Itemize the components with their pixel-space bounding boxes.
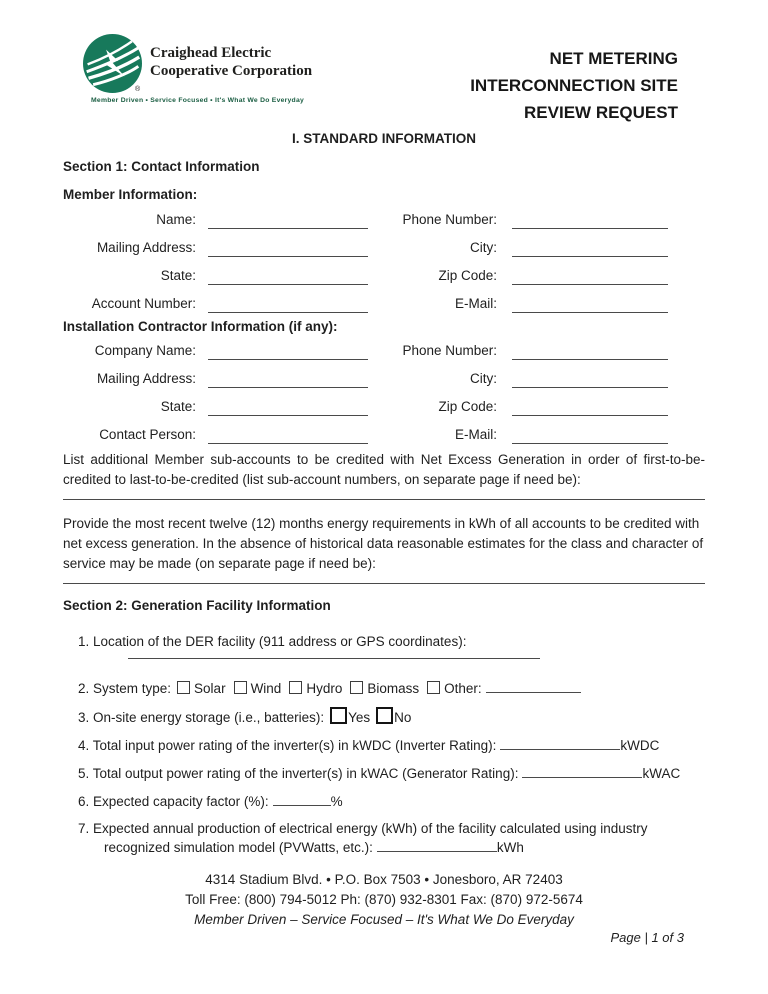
question-system-type [63,679,705,698]
energy-storage-label: 3. On-site energy storage (i.e., batteries): [78,710,325,725]
contractor-state-label: State: [160,399,196,414]
capacity-factor-input[interactable] [273,792,331,806]
generator-rating-label: 5. Total output power rating of the inverter(s) in kWAC (Generator Rating): [78,766,519,781]
footer-address: 4314 Stadium Blvd. • P.O. Box 7503 • Jonesboro, AR 72403 [205,872,563,887]
member-mailing-address-input[interactable] [208,239,368,257]
contractor-company-input[interactable] [208,342,368,360]
standard-information-heading: I. STANDARD INFORMATION [292,131,476,146]
option-biomass-label: Biomass [367,681,420,696]
annual-production-unit: kWh [496,840,524,855]
member-email-input[interactable] [512,295,668,313]
section2-heading: Section 2: Generation Facility Information [63,598,331,613]
other-system-type-input[interactable] [486,679,581,693]
contractor-company-label: Company Name: [94,343,196,358]
member-email-label: E-Mail: [454,296,497,311]
checkbox-biomass[interactable] [350,681,363,694]
member-zip-input[interactable] [512,267,668,285]
contractor-fields-grid [63,342,705,444]
member-phone-input[interactable] [512,211,668,229]
footer-phones: Toll Free: (800) 794-5012 Ph: (870) 932-8301 Fax: (870) 972-5674 [185,892,583,907]
registered-trademark-symbol: ® [135,86,141,93]
system-type-label: 2. System type: [78,681,172,696]
contractor-information-heading: Installation Contractor Information (if any): [63,319,338,334]
member-phone-label: Phone Number: [402,212,497,227]
document-title-line2: INTERCONNECTION SITE [470,76,678,95]
member-account-number-input[interactable] [208,295,368,313]
option-wind-label: Wind [250,681,282,696]
question-annual-production [63,820,705,857]
form-content [63,131,705,857]
question-generator-rating [63,764,705,783]
section1-heading: Section 1: Contact Information [63,159,260,174]
member-state-input[interactable] [208,267,368,285]
member-zip-label: Zip Code: [438,268,497,283]
option-other-label: Other: [444,681,482,696]
checkbox-hydro[interactable] [289,681,302,694]
contractor-phone-label: Phone Number: [402,343,497,358]
contractor-mailing-address-input[interactable] [208,370,368,388]
checkbox-wind[interactable] [234,681,247,694]
energy-requirements-paragraph: Provide the most recent twelve (12) months energy requirements in kWh of all accounts to be credited with net excess generation. In the absence of historical data reasonable estimates for the class and character of service may be made (on separate page if need be): [63,516,704,571]
page-number: Page | 1 of 3 [610,930,684,945]
capacity-factor-unit: % [330,794,343,809]
der-location-label: 1. Location of the DER facility (911 address or GPS coordinates): [78,634,467,649]
contractor-mailing-address-label: Mailing Address: [96,371,196,386]
option-hydro-label: Hydro [306,681,343,696]
der-location-input-line[interactable] [128,657,540,659]
generator-rating-input[interactable] [522,764,642,778]
contractor-contact-person-label: Contact Person: [99,427,196,442]
annual-production-input[interactable] [377,838,497,852]
company-name-line2: Cooperative Corporation [150,63,313,79]
energy-requirements-input-line[interactable] [63,582,705,584]
question-der-location [63,633,705,651]
annual-production-label-line2: recognized simulation model (PVWatts, etc.): [104,840,373,855]
storage-no-label: No [394,710,412,725]
document-title-line1: NET METERING [549,49,678,68]
contractor-city-input[interactable] [512,370,668,388]
member-mailing-address-label: Mailing Address: [96,240,196,255]
member-city-label: City: [470,240,497,255]
storage-yes-label: Yes [348,710,371,725]
member-name-label: Name: [156,212,196,227]
company-name-line1: Craighead Electric [150,45,272,61]
contractor-zip-input[interactable] [512,398,668,416]
page-footer [63,870,705,930]
capacity-factor-label: 6. Expected capacity factor (%): [78,794,269,809]
footer-tagline: Member Driven – Service Focused – It's What We Do Everyday [194,912,574,927]
checkbox-solar[interactable] [177,681,190,694]
subaccounts-input-line[interactable] [63,498,705,500]
contractor-email-label: E-Mail: [454,427,497,442]
company-name [150,44,312,80]
document-title [470,45,678,126]
subaccounts-paragraph: List additional Member sub-accounts to be credited with Net Excess Generation in order of first-to-be-credited to last-to-be-credited (list sub-account numbers, on separate page if need be): [63,452,705,487]
member-name-input[interactable] [208,211,368,229]
contractor-email-input[interactable] [512,426,668,444]
annual-production-label-line1: 7. Expected annual production of electrical energy (kWh) of the facility calculated using industry [78,821,648,836]
contractor-zip-label: Zip Code: [438,399,497,414]
option-solar-label: Solar [194,681,226,696]
contractor-phone-input[interactable] [512,342,668,360]
page-header [63,34,705,124]
question-capacity-factor [63,792,705,811]
member-fields-grid [63,211,705,313]
generator-rating-unit: kWAC [642,766,681,781]
checkbox-storage-no[interactable] [376,707,393,724]
brand-tagline: Member Driven • Service Focused • It's What We Do Everyday [91,97,305,104]
question-energy-storage [63,707,705,727]
member-information-heading: Member Information: [63,187,198,202]
member-state-label: State: [160,268,196,283]
checkbox-other[interactable] [427,681,440,694]
checkbox-storage-yes[interactable] [330,707,347,724]
contractor-state-input[interactable] [208,398,368,416]
member-account-number-label: Account Number: [91,296,196,311]
brand-block [83,34,312,104]
question-inverter-rating [63,736,705,755]
inverter-rating-label: 4. Total input power rating of the inverter(s) in kWDC (Inverter Rating): [78,738,497,753]
inverter-rating-input[interactable] [500,736,620,750]
document-title-line3: REVIEW REQUEST [524,103,678,122]
contractor-city-label: City: [470,371,497,386]
cecc-logo-icon [83,34,142,93]
contractor-contact-person-input[interactable] [208,426,368,444]
member-city-input[interactable] [512,239,668,257]
inverter-rating-unit: kWDC [620,738,660,753]
